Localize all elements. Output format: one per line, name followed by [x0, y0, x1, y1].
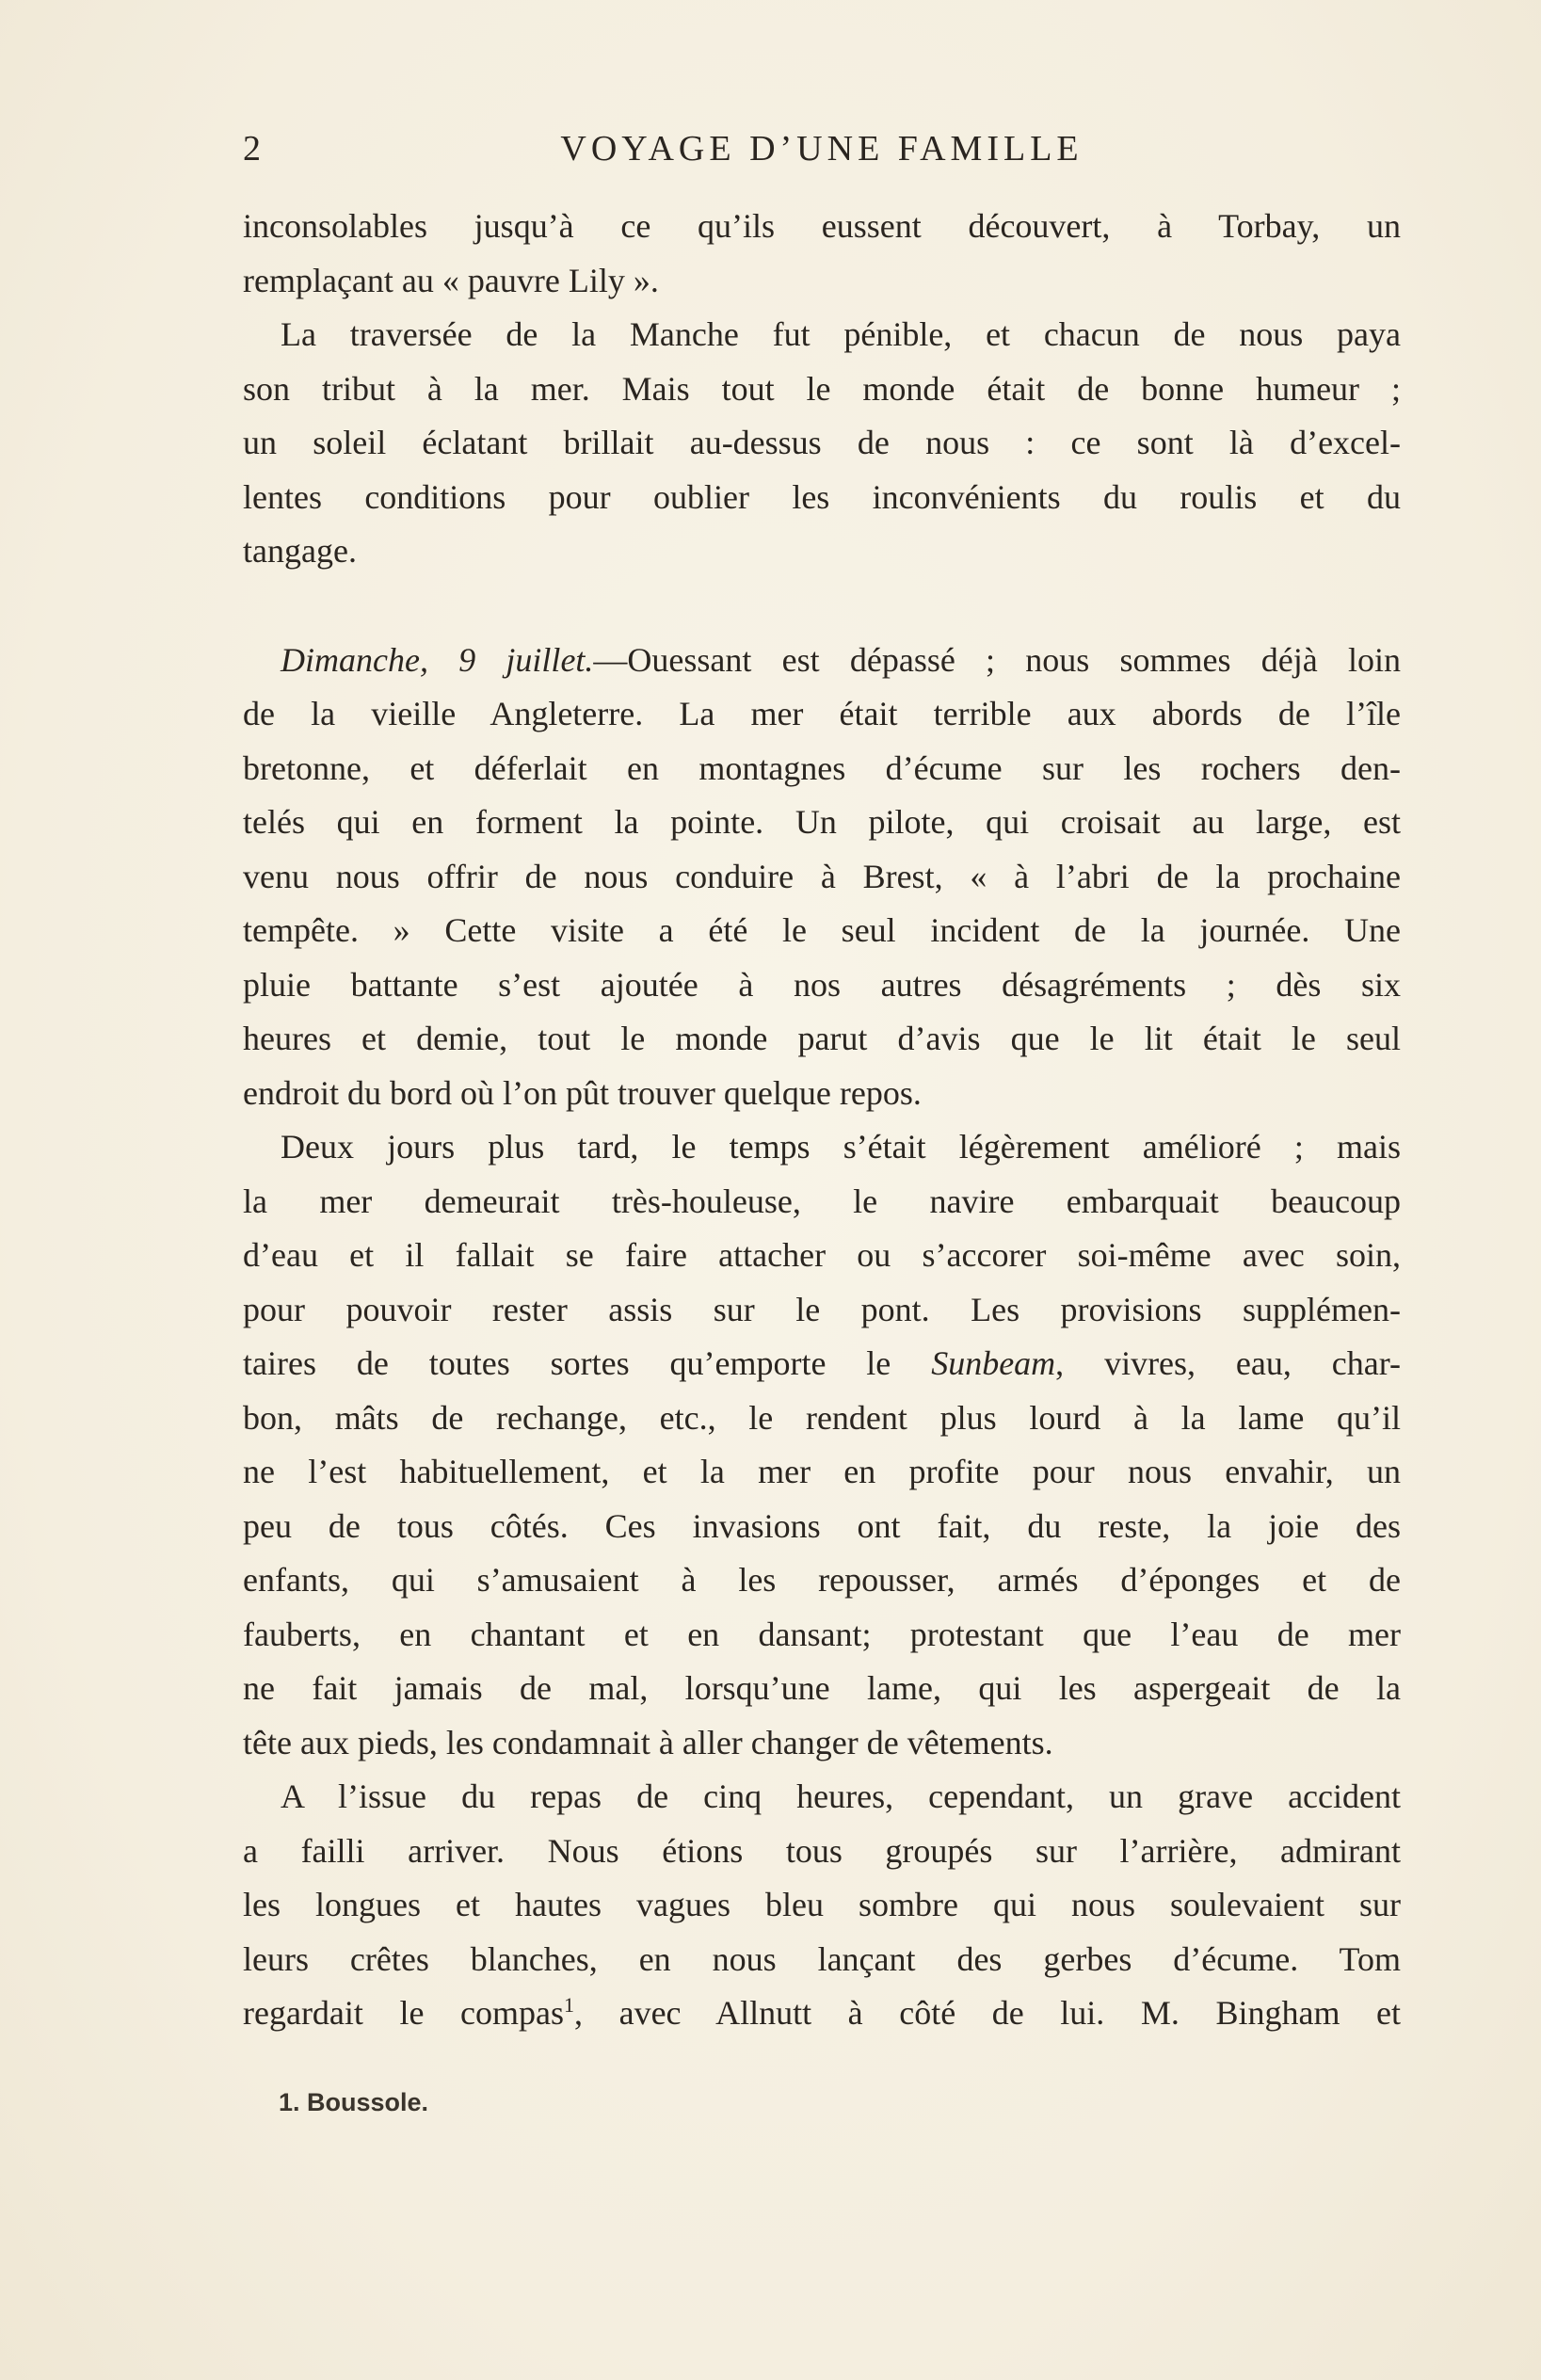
text-line: remplaçant au « pauvre Lily ».	[243, 261, 659, 299]
text-line: Dimanche, 9 juillet.—Ouessant est dépassé ; nous sommes déjà loin	[281, 640, 1401, 679]
footnote: 1. Boussole.	[279, 2088, 429, 2116]
text-line: son tribut à la mer. Mais tout le monde était de bonne humeur ;	[243, 369, 1401, 408]
text-line: endroit du bord où l’on pût trouver quelque repos.	[243, 1073, 922, 1112]
text-line: tangage.	[243, 532, 357, 570]
date-heading: Dimanche, 9 juillet.	[281, 640, 594, 679]
text-line: heures et demie, tout le monde parut d’avis que le lit était le seul	[243, 1020, 1401, 1057]
running-title: VOYAGE D’UNE FAMILLE	[560, 129, 1084, 169]
text-line: pour pouvoir rester assis sur le pont. Les provisions supplémen-	[243, 1290, 1401, 1328]
text-line: tête aux pieds, les condamnait à aller changer de vêtements.	[243, 1723, 1053, 1761]
text-line: les longues et hautes vagues bleu sombre qui nous soulevaient sur	[243, 1886, 1401, 1923]
paragraph-gap	[243, 579, 1401, 634]
text-line: La traversée de la Manche fut pénible, et chacun de nous paya	[281, 315, 1401, 353]
text-line: bon, mâts de rechange, etc., le rendent plus lourd à la lame qu’il	[243, 1398, 1401, 1437]
text-line: lentes conditions pour oublier les inconvénients du roulis et du	[243, 477, 1401, 516]
text-line: regardait le compas$^1$, avec Allnutt à côté de lui. M. Bingham et	[243, 1993, 1402, 2032]
text-line: tempête. » Cette visite a été le seul incident de la journée. Une	[243, 911, 1401, 949]
text-line: pluie battante s’est ajoutée à nos autres désagréments ; dès six	[243, 965, 1401, 1004]
text-line: Deux jours plus tard, le temps s’était légèrement amélioré ; mais	[281, 1128, 1401, 1166]
text-line: inconsolables jusqu’à ce qu’ils eussent découvert, à Torbay, un	[243, 207, 1401, 245]
footnote-marker: 1	[564, 1993, 575, 2017]
text-line: enfants, qui s’amusaient à les repousser, armés d’éponges et de	[243, 1561, 1401, 1599]
text-line: ne l’est habituellement, et la mer en profite pour nous envahir, un	[243, 1453, 1401, 1490]
text-line: venu nous offrir de nous conduire à Brest, « à l’abri de la prochaine	[243, 857, 1401, 895]
text-line: d’eau et il fallait se faire attacher ou s’accorer soi-même avec soin,	[243, 1236, 1401, 1274]
text-line: a failli arriver. Nous étions tous groupés sur l’arrière, admirant	[243, 1831, 1401, 1870]
text-line: peu de tous côtés. Ces invasions ont fait, du reste, la joie des	[243, 1506, 1401, 1545]
text-line: leurs crêtes blanches, en nous lançant des gerbes d’écume. Tom	[243, 1939, 1401, 1978]
page-header	[243, 128, 1401, 181]
text-line: fauberts, en chantant et en dansant; protestant que l’eau de mer	[243, 1615, 1401, 1653]
text-line: la mer demeurait très-houleuse, le navire embarquait beaucoup	[243, 1182, 1401, 1220]
text-line: A l’issue du repas de cinq heures, cependant, un grave accident	[281, 1777, 1401, 1815]
text-line: de la vieille Angleterre. La mer était terrible aux abords de l’île	[243, 695, 1401, 732]
text-line: telés qui en forment la pointe. Un pilote, qui croisait au large, est	[243, 803, 1401, 841]
ship-name: Sunbeam	[931, 1344, 1056, 1382]
text-line: bretonne, et déferlait en montagnes d’écume sur les rochers den-	[243, 748, 1401, 787]
text-line: ne fait jamais de mal, lorsqu’une lame, qui les aspergeait de la	[243, 1669, 1401, 1707]
text-line: taires de toutes sortes qu’emporte le Sunbeam, vivres, eau, char-	[243, 1344, 1401, 1382]
body-text	[243, 200, 1401, 2041]
text-line: un soleil éclatant brillait au-dessus de nous : ce sont là d’excel-	[243, 424, 1401, 461]
page-number: 2	[243, 129, 264, 169]
